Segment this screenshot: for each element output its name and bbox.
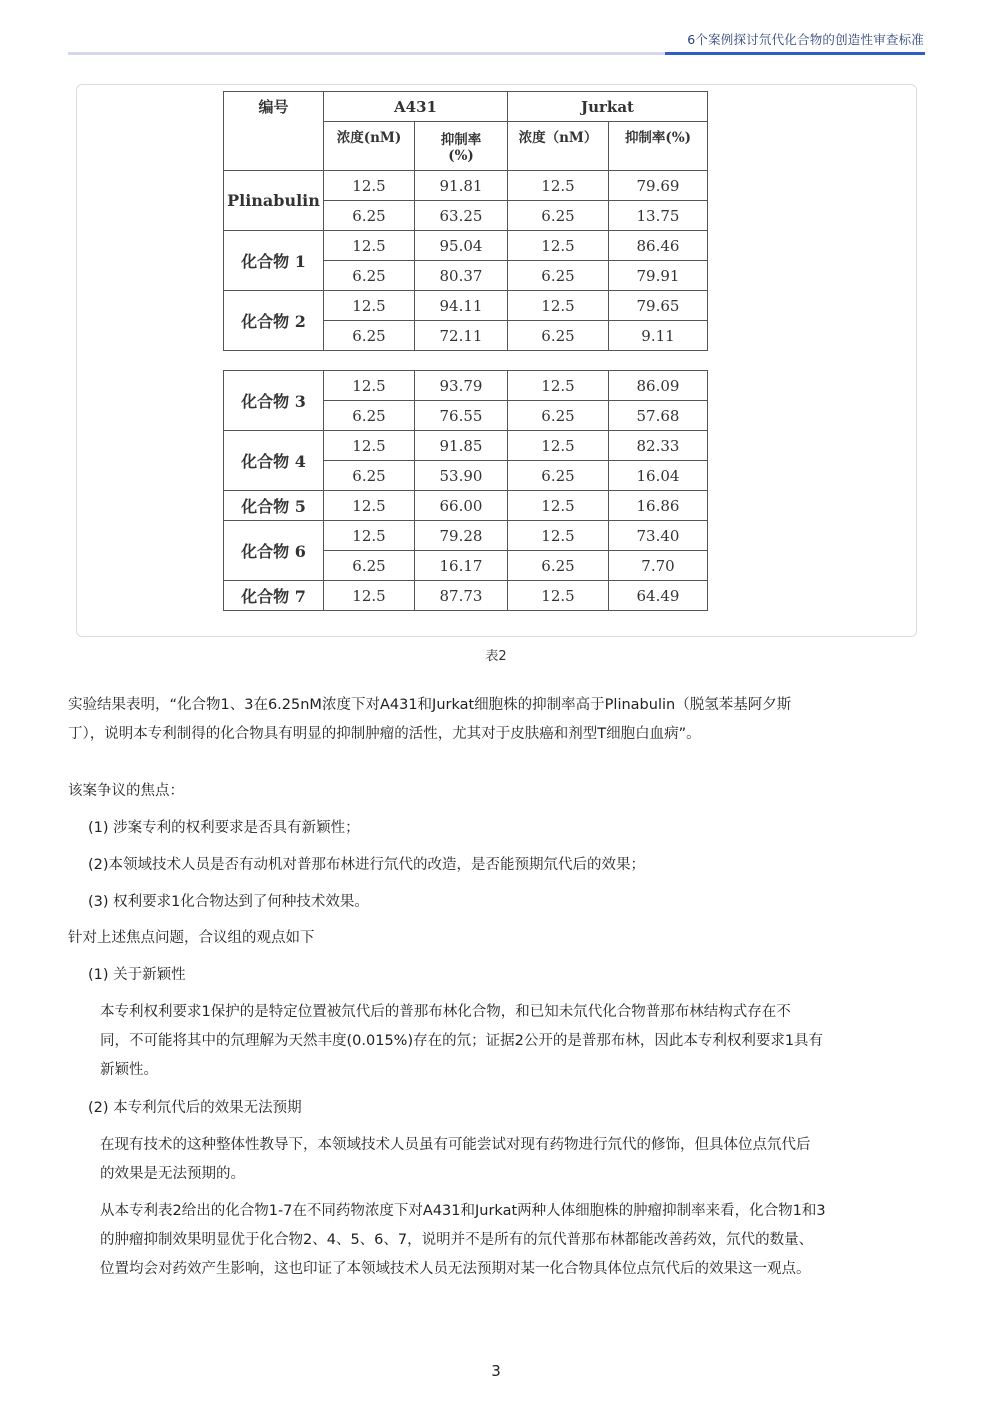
- jurkat-conc-cell: 12.5: [508, 491, 609, 521]
- jurkat-conc-cell: 12.5: [508, 521, 609, 551]
- a431-inhibition-cell: 95.04: [415, 231, 508, 261]
- a431-conc-cell: 12.5: [324, 491, 415, 521]
- a431-conc-cell: 12.5: [324, 521, 415, 551]
- a431-inhibition-cell: 53.90: [415, 461, 508, 491]
- jurkat-conc-cell: 12.5: [508, 171, 609, 201]
- document-title: 6个案例探讨氘代化合物的创造性审查标准: [687, 32, 924, 47]
- header-inhib-jurkat: 抑制率(%): [609, 122, 708, 171]
- table-figure: [76, 84, 917, 637]
- jurkat-conc-cell: 6.25: [508, 401, 609, 431]
- effect-p1-line-1: 在现有技术的这种整体性教导下，本领域技术人员虽有可能尝试对现有药物进行氘代的修饰，但具体位点氘代后: [100, 1137, 811, 1153]
- table-wrap: [223, 91, 708, 611]
- inhibition-table-top: [223, 91, 708, 351]
- result-line-1: 实验结果表明，“化合物1、3在6.25nM浓度下对A431和Jurkat细胞株的抑制率高于Plinabulin（脱氢苯基阿夕斯: [68, 697, 792, 713]
- jurkat-inhibition-cell: 64.49: [609, 581, 708, 611]
- jurkat-inhibition-cell: 82.33: [609, 431, 708, 461]
- a431-conc-cell: 12.5: [324, 291, 415, 321]
- jurkat-inhibition-cell: 13.75: [609, 201, 708, 231]
- compound-name-cell: 化合物 2: [224, 291, 324, 351]
- a431-conc-cell: 6.25: [324, 401, 415, 431]
- jurkat-conc-cell: 12.5: [508, 431, 609, 461]
- effect-p2-line-2: 的肿瘤抑制效果明显优于化合物2、4、5、6、7，说明并不是所有的氘代普那布林都能改善药效，氘代的数量、: [100, 1232, 814, 1248]
- jurkat-conc-cell: 12.5: [508, 371, 609, 401]
- table-row: [224, 171, 708, 201]
- page-number: 3: [491, 1362, 501, 1380]
- a431-conc-cell: 6.25: [324, 551, 415, 581]
- header-divider: [68, 52, 925, 55]
- a431-inhibition-cell: 63.25: [415, 201, 508, 231]
- group-rows-top: [224, 171, 708, 351]
- a431-conc-cell: 12.5: [324, 171, 415, 201]
- header-id: 编号: [224, 92, 324, 171]
- header-inhib-a431: [415, 122, 508, 171]
- compound-name-cell: 化合物 7: [224, 581, 324, 611]
- header-jurkat: Jurkat: [508, 92, 708, 122]
- a431-conc-cell: 12.5: [324, 581, 415, 611]
- table-row: [224, 291, 708, 321]
- focus-item-2: (2)本领域技术人员是否有动机对普那布林进行氘代的改造，是否能预期氘代后的效果；: [88, 857, 646, 873]
- table-caption: 表2: [485, 649, 507, 664]
- header-inhib-a431-line1: 抑制率: [440, 132, 482, 148]
- effect-p2-line-3: 位置均会对药效产生影响，这也印证了本领域技术人员无法预期对某一化合物具体位点氘代后的效果这一观点。: [100, 1261, 811, 1277]
- jurkat-conc-cell: 6.25: [508, 261, 609, 291]
- novelty-line-1: 本专利权利要求1保护的是特定位置被氘代后的普那布林化合物，和已知未氘代化合物普那布林结构式存在不: [100, 1004, 791, 1020]
- jurkat-inhibition-cell: 7.70: [609, 551, 708, 581]
- header-a431: A431: [324, 92, 508, 122]
- a431-conc-cell: 6.25: [324, 321, 415, 351]
- a431-inhibition-cell: 16.17: [415, 551, 508, 581]
- a431-inhibition-cell: 91.81: [415, 171, 508, 201]
- table-row: [224, 581, 708, 611]
- table-row: [224, 491, 708, 521]
- a431-inhibition-cell: 76.55: [415, 401, 508, 431]
- table-row: [224, 371, 708, 401]
- jurkat-inhibition-cell: 16.86: [609, 491, 708, 521]
- a431-conc-cell: 12.5: [324, 371, 415, 401]
- compound-name-cell: 化合物 5: [224, 491, 324, 521]
- jurkat-inhibition-cell: 79.69: [609, 171, 708, 201]
- novelty-line-3: 新颖性。: [100, 1062, 158, 1078]
- jurkat-inhibition-cell: 79.65: [609, 291, 708, 321]
- result-line-2: 丁），说明本专利制得的化合物具有明显的抑制肿瘤的活性，尤其对于皮肤癌和剂型T细胞白血病”。: [68, 726, 701, 742]
- header-conc-a431: 浓度(nM): [324, 122, 415, 171]
- a431-inhibition-cell: 93.79: [415, 371, 508, 401]
- compound-name-cell: 化合物 4: [224, 431, 324, 491]
- a431-inhibition-cell: 72.11: [415, 321, 508, 351]
- opinion-title: 针对上述焦点问题，合议组的观点如下: [68, 930, 315, 946]
- a431-inhibition-cell: 94.11: [415, 291, 508, 321]
- jurkat-inhibition-cell: 73.40: [609, 521, 708, 551]
- a431-inhibition-cell: 66.00: [415, 491, 508, 521]
- inhibition-table-bottom: [223, 370, 708, 611]
- jurkat-inhibition-cell: 86.46: [609, 231, 708, 261]
- jurkat-conc-cell: 6.25: [508, 321, 609, 351]
- table-row: [224, 231, 708, 261]
- table-row: [224, 521, 708, 551]
- a431-conc-cell: 6.25: [324, 261, 415, 291]
- focus-title: 该案争议的焦点：: [68, 783, 184, 799]
- compound-name-cell: 化合物 1: [224, 231, 324, 291]
- header-inhib-a431-line2: (%): [448, 148, 474, 164]
- jurkat-inhibition-cell: 57.68: [609, 401, 708, 431]
- focus-item-1: (1) 涉案专利的权利要求是否具有新颖性；: [88, 820, 360, 836]
- jurkat-conc-cell: 6.25: [508, 551, 609, 581]
- jurkat-inhibition-cell: 16.04: [609, 461, 708, 491]
- header-accent-bar: [665, 52, 925, 55]
- jurkat-conc-cell: 6.25: [508, 461, 609, 491]
- jurkat-conc-cell: 12.5: [508, 291, 609, 321]
- a431-conc-cell: 12.5: [324, 431, 415, 461]
- jurkat-inhibition-cell: 86.09: [609, 371, 708, 401]
- effect-p1-line-2: 的效果是无法预期的。: [100, 1166, 245, 1182]
- novelty-title: (1) 关于新颖性: [88, 967, 186, 983]
- jurkat-conc-cell: 12.5: [508, 581, 609, 611]
- a431-conc-cell: 6.25: [324, 461, 415, 491]
- a431-conc-cell: 6.25: [324, 201, 415, 231]
- jurkat-inhibition-cell: 9.11: [609, 321, 708, 351]
- jurkat-conc-cell: 12.5: [508, 231, 609, 261]
- effect-p2-line-1: 从本专利表2给出的化合物1-7在不同药物浓度下对A431和Jurkat两种人体细胞株的肿瘤抑制率来看，化合物1和3: [100, 1203, 826, 1219]
- a431-inhibition-cell: 87.73: [415, 581, 508, 611]
- a431-conc-cell: 12.5: [324, 231, 415, 261]
- jurkat-conc-cell: 6.25: [508, 201, 609, 231]
- group-rows-bottom: [224, 371, 708, 611]
- a431-inhibition-cell: 80.37: [415, 261, 508, 291]
- a431-inhibition-cell: 91.85: [415, 431, 508, 461]
- novelty-line-2: 同，不可能将其中的氘理解为天然丰度(0.015%)存在的氘；证据2公开的是普那布林，因此本专利权利要求1具有: [100, 1033, 824, 1049]
- table-row: [224, 431, 708, 461]
- table-gap: [223, 351, 708, 370]
- header-conc-jurkat: 浓度（nM）: [508, 122, 609, 171]
- compound-name-cell: Plinabulin: [224, 171, 324, 231]
- effect-title: (2) 本专利氘代后的效果无法预期: [88, 1100, 302, 1116]
- compound-name-cell: 化合物 6: [224, 521, 324, 581]
- focus-item-3: (3) 权利要求1化合物达到了何种技术效果。: [88, 894, 369, 910]
- jurkat-inhibition-cell: 79.91: [609, 261, 708, 291]
- a431-inhibition-cell: 79.28: [415, 521, 508, 551]
- compound-name-cell: 化合物 3: [224, 371, 324, 431]
